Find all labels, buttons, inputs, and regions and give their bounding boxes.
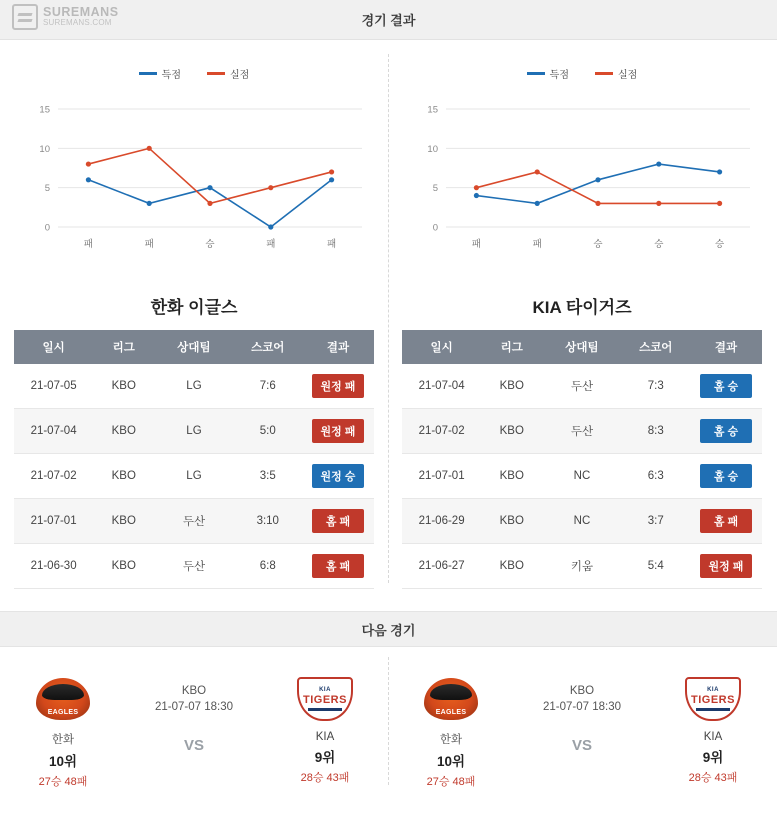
legend-label-conceded: 실점 — [230, 70, 250, 81]
next-away-team-rank: 9위 — [314, 750, 336, 765]
status-badge: 홈 승 — [700, 419, 752, 443]
cell-result — [690, 544, 762, 589]
svg-text:승: 승 — [715, 239, 725, 250]
page-title: 경기 결과 — [361, 13, 416, 28]
next-home-team-name: 한화 — [439, 734, 463, 746]
table-row[interactable] — [402, 364, 762, 409]
chart-legend-right — [402, 66, 762, 81]
legend-item-conceded — [207, 66, 249, 81]
cell-opponent: 두산 — [542, 364, 621, 409]
next-away-team — [265, 675, 385, 785]
next-match-card[interactable] — [0, 675, 388, 789]
cell-date: 21-07-04 — [14, 409, 93, 454]
status-badge: 홈 승 — [700, 464, 752, 488]
chart-legend-left — [14, 66, 374, 81]
tigers-crest-icon: KIA TIGERS — [265, 675, 385, 723]
cell-result — [690, 499, 762, 544]
left-results-table — [14, 330, 374, 589]
line-chart-right-svg — [402, 87, 762, 277]
svg-text:패: 패 — [327, 239, 337, 250]
next-match-header — [0, 611, 777, 647]
cell-score: 7:3 — [622, 364, 690, 409]
col-opponent: 상대팀 — [154, 330, 233, 364]
next-match-league: KBO — [569, 685, 595, 697]
svg-text:승: 승 — [205, 239, 215, 250]
cell-date: 21-06-30 — [14, 544, 93, 589]
next-home-team-record: 27승 48패 — [426, 776, 476, 788]
next-match-time: 21-07-07 18:30 — [542, 701, 621, 713]
cell-result — [690, 409, 762, 454]
brand-name: SUREMANS — [43, 5, 119, 20]
svg-text:15: 15 — [427, 104, 438, 116]
cell-score: 3:5 — [234, 454, 302, 499]
table-header-row — [402, 330, 762, 364]
brand-domain: SUREMANS.COM — [43, 18, 112, 28]
next-away-team-record: 28승 43패 — [688, 772, 738, 784]
cell-date: 21-07-01 — [402, 454, 481, 499]
svg-text:패: 패 — [83, 239, 93, 250]
svg-text:15: 15 — [39, 104, 50, 116]
next-home-team — [391, 675, 511, 789]
next-match-title: 다음 경기 — [361, 622, 416, 638]
col-league: 리그 — [93, 330, 154, 364]
legend-swatch-scored — [527, 72, 545, 75]
cell-score: 3:10 — [234, 499, 302, 544]
cell-result — [302, 499, 374, 544]
next-home-team — [3, 675, 123, 789]
svg-text:패: 패 — [471, 239, 481, 250]
legend-item-scored — [527, 66, 569, 81]
svg-text:승: 승 — [654, 239, 664, 250]
cell-league: KBO — [93, 544, 154, 589]
vs-label: VS — [571, 737, 592, 754]
svg-text:0: 0 — [44, 222, 50, 234]
next-match-time: 21-07-07 18:30 — [154, 701, 233, 713]
svg-text:패: 패 — [532, 239, 542, 250]
table-row[interactable] — [402, 499, 762, 544]
cell-result — [302, 409, 374, 454]
cell-result — [302, 364, 374, 409]
table-row[interactable] — [14, 454, 374, 499]
next-match-info — [517, 675, 647, 754]
col-result: 결과 — [690, 330, 762, 364]
cell-opponent: 두산 — [542, 409, 621, 454]
vs-label: VS — [183, 737, 204, 754]
svg-text:패: 패 — [266, 239, 276, 250]
right-team-name: KIA 타이거즈 — [532, 298, 632, 317]
next-away-team-name: KIA — [703, 731, 723, 743]
table-row[interactable] — [402, 409, 762, 454]
svg-text:0: 0 — [432, 222, 438, 234]
results-section — [0, 40, 777, 589]
cell-opponent: 키움 — [542, 544, 621, 589]
cell-league: KBO — [481, 454, 542, 499]
cell-score: 8:3 — [622, 409, 690, 454]
svg-text:5: 5 — [44, 183, 50, 195]
table-row[interactable] — [402, 454, 762, 499]
cell-opponent: 두산 — [154, 544, 233, 589]
cell-result — [302, 544, 374, 589]
table-row[interactable] — [14, 544, 374, 589]
table-header-row — [14, 330, 374, 364]
status-badge: 원정 패 — [700, 554, 752, 578]
cell-league: KBO — [481, 364, 542, 409]
status-badge: 원정 패 — [312, 419, 364, 443]
left-team-name: 한화 이글스 — [150, 298, 238, 317]
cell-league: KBO — [93, 364, 154, 409]
cell-opponent: NC — [542, 499, 621, 544]
cell-score: 5:4 — [622, 544, 690, 589]
svg-text:5: 5 — [432, 183, 438, 195]
cell-opponent: LG — [154, 364, 233, 409]
table-row[interactable] — [14, 364, 374, 409]
cell-score: 3:7 — [622, 499, 690, 544]
col-league: 리그 — [481, 330, 542, 364]
legend-item-scored — [139, 66, 181, 81]
cell-league: KBO — [93, 499, 154, 544]
svg-text:10: 10 — [427, 143, 438, 155]
next-home-team-rank: 10위 — [436, 754, 466, 769]
legend-item-conceded — [595, 66, 637, 81]
cell-date: 21-07-01 — [14, 499, 93, 544]
cell-score: 5:0 — [234, 409, 302, 454]
cell-league: KBO — [93, 409, 154, 454]
next-away-team — [653, 675, 773, 785]
next-home-team-rank: 10위 — [48, 754, 78, 769]
left-team-pane — [0, 40, 388, 589]
cell-league: KBO — [93, 454, 154, 499]
status-badge: 홈 패 — [700, 509, 752, 533]
table-row[interactable] — [402, 544, 762, 589]
eagles-crest-icon: EAGLES — [391, 675, 511, 723]
line-chart-left-svg — [14, 87, 374, 277]
status-badge: 원정 패 — [312, 374, 364, 398]
cell-date: 21-07-02 — [14, 454, 93, 499]
page-header — [0, 0, 777, 40]
cell-opponent: LG — [154, 454, 233, 499]
col-date: 일시 — [14, 330, 93, 364]
svg-text:10: 10 — [39, 143, 50, 155]
cell-opponent: 두산 — [154, 499, 233, 544]
col-opponent: 상대팀 — [542, 330, 621, 364]
eagles-crest-icon: EAGLES — [3, 675, 123, 723]
cell-date: 21-07-05 — [14, 364, 93, 409]
next-home-team-name: 한화 — [51, 734, 75, 746]
col-score: 스코어 — [234, 330, 302, 364]
next-matches-section — [0, 647, 777, 789]
legend-swatch-conceded — [207, 72, 225, 75]
col-result: 결과 — [302, 330, 374, 364]
cell-score: 7:6 — [234, 364, 302, 409]
cell-opponent: NC — [542, 454, 621, 499]
cell-opponent: LG — [154, 409, 233, 454]
legend-swatch-conceded — [595, 72, 613, 75]
legend-label-scored: 득점 — [161, 70, 181, 81]
col-date: 일시 — [402, 330, 481, 364]
cell-league: KBO — [481, 499, 542, 544]
legend-label-scored: 득점 — [549, 70, 569, 81]
cell-date: 21-07-02 — [402, 409, 481, 454]
tigers-crest-icon: KIA TIGERS — [653, 675, 773, 723]
table-row[interactable] — [14, 499, 374, 544]
cell-league: KBO — [481, 409, 542, 454]
suremans-logo-icon — [12, 4, 38, 30]
next-home-team-record: 27승 48패 — [38, 776, 88, 788]
line-chart-right — [402, 87, 762, 277]
cell-score: 6:8 — [234, 544, 302, 589]
cell-result — [690, 364, 762, 409]
brand-logo — [12, 4, 119, 30]
next-match-info — [129, 675, 259, 754]
cell-date: 21-06-27 — [402, 544, 481, 589]
legend-label-conceded: 실점 — [618, 70, 638, 81]
cell-score: 6:3 — [622, 454, 690, 499]
next-pane-divider — [388, 657, 389, 785]
cell-result — [690, 454, 762, 499]
cell-date: 21-07-04 — [402, 364, 481, 409]
svg-text:패: 패 — [144, 239, 154, 250]
cell-date: 21-06-29 — [402, 499, 481, 544]
status-badge: 홈 패 — [312, 509, 364, 533]
next-away-team-record: 28승 43패 — [300, 772, 350, 784]
next-away-team-rank: 9위 — [702, 750, 724, 765]
pane-divider — [388, 54, 389, 583]
cell-result — [302, 454, 374, 499]
right-team-pane — [388, 40, 776, 589]
line-chart-left — [14, 87, 374, 277]
right-results-table — [402, 330, 762, 589]
cell-league: KBO — [481, 544, 542, 589]
next-away-team-name: KIA — [315, 731, 335, 743]
status-badge: 홈 패 — [312, 554, 364, 578]
status-badge: 홈 승 — [700, 374, 752, 398]
svg-text:승: 승 — [593, 239, 603, 250]
next-match-card[interactable] — [388, 675, 776, 789]
table-row[interactable] — [14, 409, 374, 454]
next-match-league: KBO — [181, 685, 207, 697]
col-score: 스코어 — [622, 330, 690, 364]
legend-swatch-scored — [139, 72, 157, 75]
status-badge: 원정 승 — [312, 464, 364, 488]
